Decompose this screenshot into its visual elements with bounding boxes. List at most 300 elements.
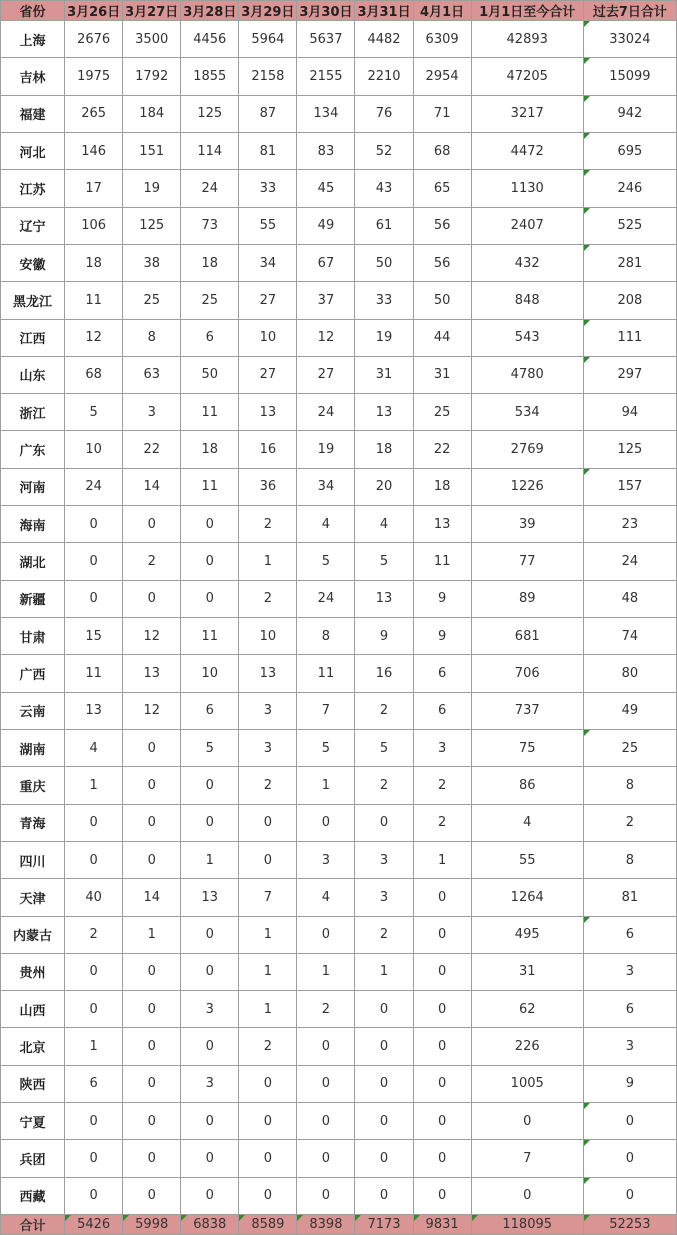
value-cell: 0 [181,916,239,953]
value-cell: 1855 [181,58,239,95]
value-cell: 55 [239,207,297,244]
value-cell: 81 [583,879,676,916]
value-cell: 77 [471,543,583,580]
value-cell: 34 [239,244,297,281]
value-cell: 125 [583,431,676,468]
value-cell: 0 [65,1103,123,1140]
value-cell: 0 [413,1103,471,1140]
value-cell: 3 [583,1028,676,1065]
value-cell: 0 [123,1028,181,1065]
value-cell: 25 [583,729,676,766]
value-cell: 0 [65,580,123,617]
value-cell: 13 [123,655,181,692]
value-cell: 1 [65,767,123,804]
total-cell: 5426 [65,1215,123,1235]
province-cell: 四川 [1,841,65,878]
value-cell: 31 [355,356,413,393]
value-cell: 76 [355,95,413,132]
value-cell: 10 [181,655,239,692]
value-cell: 0 [181,543,239,580]
value-cell: 63 [123,356,181,393]
value-cell: 31 [471,953,583,990]
value-cell: 0 [65,804,123,841]
value-cell: 2 [123,543,181,580]
table-row [1,431,677,468]
value-cell: 6 [583,916,676,953]
value-cell: 80 [583,655,676,692]
value-cell: 4 [355,506,413,543]
value-cell: 6 [413,655,471,692]
value-cell: 5 [297,543,355,580]
value-cell: 3 [413,729,471,766]
value-cell: 0 [123,1177,181,1214]
value-cell: 0 [123,1140,181,1177]
value-cell: 5 [181,729,239,766]
value-cell: 1 [413,841,471,878]
value-cell: 106 [65,207,123,244]
table-row [1,804,677,841]
value-cell: 9 [413,580,471,617]
value-cell: 0 [355,991,413,1028]
value-cell: 50 [355,244,413,281]
value-cell: 33 [239,170,297,207]
table-row [1,58,677,95]
value-cell: 16 [239,431,297,468]
value-cell: 9 [583,1065,676,1102]
value-cell: 2 [239,1028,297,1065]
value-cell: 38 [123,244,181,281]
value-cell: 2 [65,916,123,953]
table-row [1,916,677,953]
value-cell: 3 [239,692,297,729]
value-cell: 40 [65,879,123,916]
value-cell: 151 [123,132,181,169]
value-cell: 681 [471,618,583,655]
value-cell: 56 [413,207,471,244]
header-mar27: 3月27日 [123,1,181,21]
value-cell: 2 [355,916,413,953]
table-row [1,767,677,804]
value-cell: 1 [181,841,239,878]
value-cell: 34 [297,468,355,505]
province-cell: 宁夏 [1,1103,65,1140]
value-cell: 14 [123,879,181,916]
value-cell: 0 [123,767,181,804]
value-cell: 0 [65,543,123,580]
header-row [1,1,677,21]
value-cell: 5 [297,729,355,766]
value-cell: 11 [65,282,123,319]
value-cell: 75 [471,729,583,766]
value-cell: 3 [181,1065,239,1102]
province-cell: 内蒙古 [1,916,65,953]
total-cell: 118095 [471,1215,583,1235]
province-cell: 青海 [1,804,65,841]
value-cell: 0 [181,953,239,990]
table-row [1,729,677,766]
value-cell: 1792 [123,58,181,95]
value-cell: 8 [123,319,181,356]
table-row [1,282,677,319]
value-cell: 11 [181,618,239,655]
value-cell: 0 [65,1140,123,1177]
value-cell: 13 [355,580,413,617]
value-cell: 0 [355,804,413,841]
value-cell: 10 [239,319,297,356]
value-cell: 432 [471,244,583,281]
value-cell: 24 [297,394,355,431]
value-cell: 20 [355,468,413,505]
table-row [1,319,677,356]
value-cell: 5 [65,394,123,431]
province-cell: 河南 [1,468,65,505]
value-cell: 0 [583,1103,676,1140]
table-row [1,692,677,729]
value-cell: 94 [583,394,676,431]
value-cell: 43 [355,170,413,207]
value-cell: 2 [583,804,676,841]
value-cell: 0 [181,1028,239,1065]
value-cell: 0 [355,1140,413,1177]
value-cell: 13 [181,879,239,916]
province-cell: 河北 [1,132,65,169]
province-cell: 上海 [1,21,65,58]
value-cell: 114 [181,132,239,169]
value-cell: 62 [471,991,583,1028]
table-row [1,394,677,431]
value-cell: 1 [239,953,297,990]
value-cell: 9 [413,618,471,655]
value-cell: 6 [181,692,239,729]
value-cell: 0 [413,916,471,953]
value-cell: 0 [239,1065,297,1102]
value-cell: 0 [239,1103,297,1140]
table-row [1,132,677,169]
value-cell: 24 [181,170,239,207]
province-cell: 北京 [1,1028,65,1065]
value-cell: 0 [413,879,471,916]
value-cell: 0 [355,1065,413,1102]
value-cell: 2 [413,804,471,841]
table-row [1,170,677,207]
value-cell: 39 [471,506,583,543]
value-cell: 12 [123,692,181,729]
value-cell: 10 [65,431,123,468]
value-cell: 2 [239,767,297,804]
province-cell: 江苏 [1,170,65,207]
value-cell: 0 [65,1177,123,1214]
value-cell: 3 [181,991,239,1028]
value-cell: 13 [355,394,413,431]
value-cell: 12 [297,319,355,356]
value-cell: 74 [583,618,676,655]
province-cell: 湖南 [1,729,65,766]
value-cell: 12 [65,319,123,356]
value-cell: 0 [65,953,123,990]
value-cell: 0 [181,580,239,617]
table-row [1,244,677,281]
value-cell: 6 [413,692,471,729]
value-cell: 10 [239,618,297,655]
province-cell: 福建 [1,95,65,132]
value-cell: 61 [355,207,413,244]
total-cell: 7173 [355,1215,413,1235]
value-cell: 695 [583,132,676,169]
value-cell: 737 [471,692,583,729]
value-cell: 3 [123,394,181,431]
value-cell: 83 [297,132,355,169]
header-mar30: 3月30日 [297,1,355,21]
province-cell: 湖北 [1,543,65,580]
value-cell: 4456 [181,21,239,58]
table-row [1,841,677,878]
value-cell: 36 [239,468,297,505]
value-cell: 2 [355,692,413,729]
value-cell: 942 [583,95,676,132]
value-cell: 2 [297,991,355,1028]
value-cell: 5 [355,729,413,766]
value-cell: 18 [413,468,471,505]
value-cell: 1 [65,1028,123,1065]
total-label: 合计 [1,1215,65,1235]
value-cell: 226 [471,1028,583,1065]
value-cell: 0 [123,1065,181,1102]
value-cell: 2 [239,506,297,543]
value-cell: 22 [123,431,181,468]
value-cell: 0 [239,804,297,841]
value-cell: 1005 [471,1065,583,1102]
province-cell: 新疆 [1,580,65,617]
table-row [1,953,677,990]
total-cell: 8589 [239,1215,297,1235]
value-cell: 525 [583,207,676,244]
header-ytd-total: 1月1日至今合计 [471,1,583,21]
table-row [1,468,677,505]
value-cell: 50 [181,356,239,393]
value-cell: 16 [355,655,413,692]
header-province: 省份 [1,1,65,21]
value-cell: 71 [413,95,471,132]
value-cell: 0 [413,1065,471,1102]
value-cell: 24 [65,468,123,505]
value-cell: 0 [123,729,181,766]
value-cell: 134 [297,95,355,132]
value-cell: 0 [297,1103,355,1140]
value-cell: 0 [65,991,123,1028]
value-cell: 19 [123,170,181,207]
value-cell: 7 [297,692,355,729]
province-cell: 贵州 [1,953,65,990]
value-cell: 0 [297,1140,355,1177]
value-cell: 0 [181,506,239,543]
value-cell: 11 [65,655,123,692]
value-cell: 18 [181,431,239,468]
value-cell: 11 [181,394,239,431]
total-cell: 52253 [583,1215,676,1235]
value-cell: 52 [355,132,413,169]
value-cell: 0 [181,804,239,841]
value-cell: 0 [181,1103,239,1140]
value-cell: 0 [181,767,239,804]
value-cell: 0 [123,953,181,990]
value-cell: 0 [583,1177,676,1214]
value-cell: 67 [297,244,355,281]
value-cell: 7 [239,879,297,916]
value-cell: 1 [123,916,181,953]
value-cell: 3500 [123,21,181,58]
table-row [1,991,677,1028]
value-cell: 1130 [471,170,583,207]
table-row [1,356,677,393]
value-cell: 4 [65,729,123,766]
province-cell: 山西 [1,991,65,1028]
province-cell: 浙江 [1,394,65,431]
value-cell: 14 [123,468,181,505]
province-cell: 天津 [1,879,65,916]
value-cell: 24 [297,580,355,617]
province-cell: 山东 [1,356,65,393]
value-cell: 13 [413,506,471,543]
value-cell: 4 [297,506,355,543]
table-row [1,618,677,655]
value-cell: 2 [355,767,413,804]
value-cell: 281 [583,244,676,281]
value-cell: 297 [583,356,676,393]
province-cell: 黑龙江 [1,282,65,319]
value-cell: 0 [355,1028,413,1065]
value-cell: 55 [471,841,583,878]
value-cell: 3 [355,841,413,878]
value-cell: 2155 [297,58,355,95]
total-cell: 8398 [297,1215,355,1235]
header-mar29: 3月29日 [239,1,297,21]
value-cell: 2676 [65,21,123,58]
value-cell: 3217 [471,95,583,132]
province-cell: 海南 [1,506,65,543]
header-mar26: 3月26日 [65,1,123,21]
value-cell: 706 [471,655,583,692]
value-cell: 4472 [471,132,583,169]
value-cell: 2769 [471,431,583,468]
value-cell: 49 [583,692,676,729]
value-cell: 4 [471,804,583,841]
value-cell: 15099 [583,58,676,95]
value-cell: 157 [583,468,676,505]
value-cell: 27 [239,356,297,393]
table-row [1,1028,677,1065]
value-cell: 0 [583,1140,676,1177]
table-row [1,1177,677,1214]
value-cell: 0 [413,1177,471,1214]
value-cell: 27 [239,282,297,319]
value-cell: 11 [297,655,355,692]
value-cell: 0 [471,1103,583,1140]
value-cell: 0 [239,841,297,878]
value-cell: 6 [583,991,676,1028]
province-cell: 广西 [1,655,65,692]
value-cell: 1226 [471,468,583,505]
value-cell: 56 [413,244,471,281]
value-cell: 11 [181,468,239,505]
value-cell: 2407 [471,207,583,244]
value-cell: 0 [239,1177,297,1214]
value-cell: 0 [413,953,471,990]
value-cell: 2210 [355,58,413,95]
province-cell: 兵团 [1,1140,65,1177]
value-cell: 87 [239,95,297,132]
value-cell: 73 [181,207,239,244]
value-cell: 0 [123,1103,181,1140]
province-cell: 云南 [1,692,65,729]
value-cell: 8 [583,767,676,804]
value-cell: 7 [471,1140,583,1177]
header-mar31: 3月31日 [355,1,413,21]
table-row [1,879,677,916]
value-cell: 15 [65,618,123,655]
value-cell: 19 [297,431,355,468]
value-cell: 22 [413,431,471,468]
value-cell: 45 [297,170,355,207]
value-cell: 18 [65,244,123,281]
province-cell: 西藏 [1,1177,65,1214]
value-cell: 65 [413,170,471,207]
value-cell: 2 [413,767,471,804]
value-cell: 68 [65,356,123,393]
value-cell: 3 [355,879,413,916]
value-cell: 265 [65,95,123,132]
value-cell: 49 [297,207,355,244]
value-cell: 3 [297,841,355,878]
value-cell: 37 [297,282,355,319]
value-cell: 42893 [471,21,583,58]
value-cell: 48 [583,580,676,617]
value-cell: 2 [239,580,297,617]
value-cell: 0 [123,804,181,841]
value-cell: 0 [297,1065,355,1102]
value-cell: 27 [297,356,355,393]
value-cell: 89 [471,580,583,617]
total-cell: 5998 [123,1215,181,1235]
province-cell: 安徽 [1,244,65,281]
province-cell: 广东 [1,431,65,468]
value-cell: 18 [181,244,239,281]
province-cell: 江西 [1,319,65,356]
value-cell: 86 [471,767,583,804]
value-cell: 9 [355,618,413,655]
value-cell: 0 [297,1177,355,1214]
value-cell: 33 [355,282,413,319]
value-cell: 495 [471,916,583,953]
value-cell: 0 [413,991,471,1028]
value-cell: 25 [123,282,181,319]
value-cell: 0 [65,506,123,543]
header-7day-total: 过去7日合计 [583,1,676,21]
value-cell: 6309 [413,21,471,58]
value-cell: 146 [65,132,123,169]
value-cell: 0 [355,1103,413,1140]
value-cell: 25 [181,282,239,319]
value-cell: 111 [583,319,676,356]
value-cell: 8 [583,841,676,878]
value-cell: 2954 [413,58,471,95]
value-cell: 848 [471,282,583,319]
value-cell: 5964 [239,21,297,58]
value-cell: 5637 [297,21,355,58]
header-mar28: 3月28日 [181,1,239,21]
value-cell: 0 [181,1140,239,1177]
value-cell: 0 [65,841,123,878]
value-cell: 13 [239,394,297,431]
